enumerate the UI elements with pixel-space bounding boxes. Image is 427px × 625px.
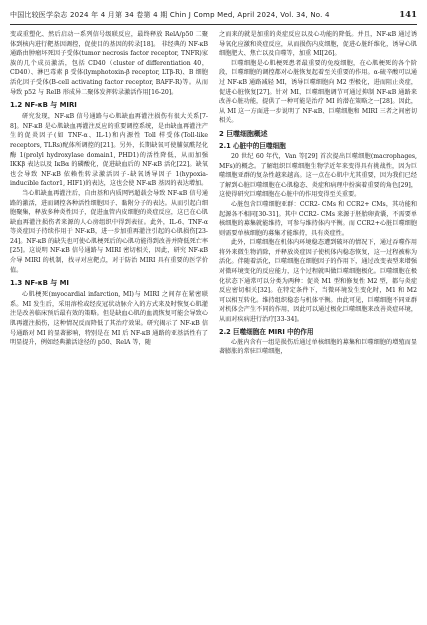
section-heading: 2 巨噬细胞概述 bbox=[219, 129, 268, 138]
page-number: 141 bbox=[399, 10, 417, 20]
article-body bbox=[10, 30, 417, 619]
paragraph: 巨噬细胞是心肌梗死患者最重要的免疫细胞，在心肌梗死的各个阶段，巨噬细胞的调控都对心脏恢复起着至关重要的作用。α-硫辛酸可以通过 NF-κB 通路减轻 MI，诱导巨噬细胞向 M2 型极化，进而阻止炎症，促进心脏恢复[27]。针对 MI，巨噬细胞调节可通过抑制 NF-κB 通路来改善心脏功能，提供了一种可能是治疗 MI 的潜在策略之一[28]。因此，从 MI 这一方面进一步说明了 NF-κB、巨噬细胞和 MIRI 三者之间密切相关。 bbox=[219, 59, 417, 125]
section-heading: 1.3 NF-κB 与 MI bbox=[10, 279, 69, 288]
paragraph: 变或重塑化、然后启动一系列信号级联反应，最终释放 RelA/p50 二聚体到核内进行靶基因调控，促使目的基因的转录[18]。 非经典的 NF-κB 通路由肿瘤坏死因子受体(tumor necrosis factor receptor, TNFR)家族的几个成员激活，包括 CD40（cluster of differentiation 40，CD40）、淋巴毒素 β 受体(lymphotoxin-β receptor, LTβ-R)、B 细胞活化因子受体(B-cell activating factor receptor, BAFF-R)等。从而导致 p52 与 RelB 形成异二聚体发挥转录激活作用[16-20]。 bbox=[10, 31, 208, 96]
subsection-heading: 2.2 巨噬细胞在 MIRI 中的作用 bbox=[219, 327, 314, 336]
paragraph: 心肌梗死(myocardial infarction, MI)与 MIRI 之间存在紧密联系。MI 发生后，采用溶栓或经皮冠状动脉介入的方式来及时恢复心肌灌注是改善临床预后最有效的策略。但是缺血心肌的血流恢复可能会导致心肌再灌注损伤，这种情况反而降低了其治疗效果。研究揭示了 NF-κB 信号通路对 MI 的显著影响，特别是在 MI 后 NF-κB 通路的亚基活性有了明显提升，例如经典激活途径的 p50、RelA 等，随 bbox=[10, 291, 208, 347]
left-column bbox=[10, 30, 208, 619]
subsection-heading: 2.1 心脏中的巨噬细胞 bbox=[219, 141, 286, 150]
paragraph: 20 世纪 60 年代，Van 等[29] 首次提出巨噬细胞(macrophages, MFs)的概念。了解组织巨噬细胞生物学近年来变得具有挑战性，因为巨噬细胞亚群的复杂性越来越高。这一点在心肌中尤其重要，因为我们已经了解到心脏巨噬细胞在心肌稳态、炎症和病理中扮演着重要的角色[29]，这使得研究巨噬细胞在心脏中的作用变得至关重要。 bbox=[219, 152, 417, 199]
paragraph: 此外，巨噬细胞在机体内环境稳态遭到破坏的情况下，通过吞噬作用将外来微生物消除，并释放炎症因子使机体内稳态恢复，这一过程被称为活化。伴随着活化，巨噬细胞在细胞因子的作用下，通过改变表型来增强对微环境变化的反应能力，这个过程就叫做巨噬细胞极化。巨噬细胞在极化状态下通常可以分类为两种：促炎 M1 型和修复性 M2 型，都与炎症反应密切相关[32]。在特定条件下，当微环境发生变化时，M1 和 M2 可以相互转化。维持组织稳态与机体平衡。由此可见，巨噬细胞不同亚群对机体会产生不同的作用，因此可以通过极化巨噬细胞来改善炎症环境，从而对疾病进行治疗[33-34]。 bbox=[219, 239, 417, 324]
paragraph: 研究发现，NF-κB 信号通路与心肌缺血再灌注损伤有很大关系[7-8]。NF-κB 是心肌缺血再灌注反应的重要调控系统，是由缺血再灌注产生的促炎因子(如 TNF-α、IL-1)和内源性 Toll 样受体(Toll-like receptors, TLRs)配体所调控的[21]。另外，长期缺氧可使脯氨酰羟化酶 1(prolyl hydroxylase domain1, PHD1)的活性降低，从而加强 IKKβ 表达以及 IκBα 的磷酸化，促进缺血后的 NF-κB 活化[22]。缺氧也会导致 NF-κB 依赖性转录激活因子-缺氧诱导因子 1(hypoxia-inducible factor1, HIF1)的表达，这也会使 NF-κB 基因的表达增加。 bbox=[10, 113, 208, 188]
section-heading: 1.2 NF-κB 与 MIRI bbox=[10, 101, 77, 110]
paragraph: 心脏内含有一组是损伤后通过单核细胞的募集和巨噬细胞的增殖而显著膨胀的常驻巨噬细胞， bbox=[219, 338, 417, 356]
paragraph: 之而来的就是加重的炎症反应以及心功能的降低。并且，NF-κB 通过诱导氧化应激和炎症反应，从而损伤内皮细胞，促进心脏纤维化，诱导心肌细胞肥大、焦亡以及自噬等，加重 MI[26]。 bbox=[219, 31, 417, 58]
paragraph: 当心肌缺血再灌注后，自由基和内质网钙超载会导致 NF-κB 信号通路的激活，进而调控各种活性细胞因子、黏附分子的表达。从而引起白细胞聚集，释放多种炎性因子，促进血管内皮细胞的炎症反应，这已在心肌缺血再灌注损伤者来源的人心房组织中得到表征。此外，IL-6、TNF-α 等炎症因子持续作用于 NF-κB，进一步加重再灌注引起的心肌损伤[23-24]。NF-κB 的缺失也可使心肌梗死后的心肌功能得到改善并降低死亡率[25]。这说明 NF-κB 信号通路与 MIRI 密切相关，因此，研究 NF-κB 介导 MIRI 的机制，找寻对应靶点，对于防治 MIRI 具有重要的医学价值。 bbox=[10, 189, 208, 274]
running-header bbox=[10, 6, 417, 25]
right-column bbox=[219, 30, 417, 619]
paragraph: 心脏包含巨噬细胞亚群：CCR2- CMs 和 CCR2+ CMs，其功能和起源各不相同[30-31]。其中 CCR2- CMs 来源于胚胎卵黄囊，不需要单核细胞的募集就能维持，可参与维持体内平衡。而 CCR2+心脏巨噬细胞则需要单核细胞的募集才能维持，具有炎症性。 bbox=[219, 200, 417, 237]
journal-citation: 中国比较医学杂志 2024 年 4 月第 34 卷第 4 期 Chin J Comp Med, April 2024, Vol. 34, No. 4 bbox=[10, 11, 330, 19]
